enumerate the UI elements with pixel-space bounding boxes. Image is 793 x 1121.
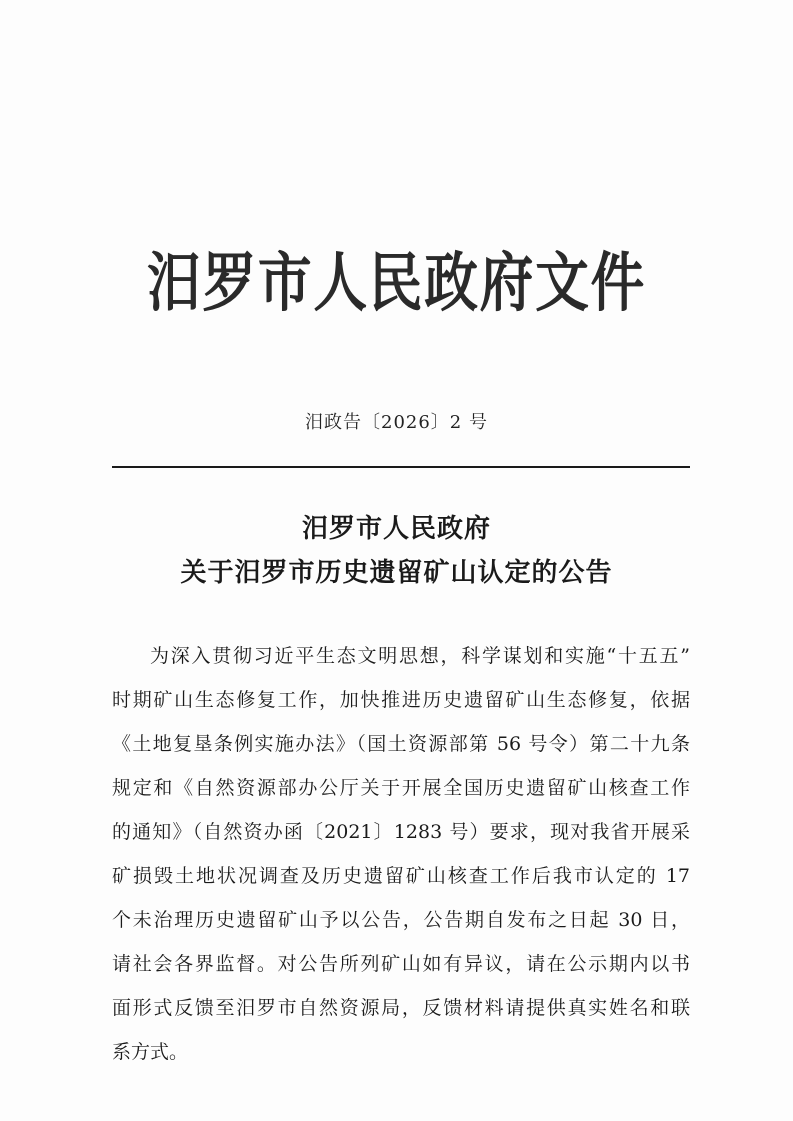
document-header-title: 汨罗市人民政府文件 [147, 246, 646, 321]
body-line: 的通知》（自然资办函〔2021〕1283 号）要求，现对我省开展采 [112, 821, 690, 843]
document-number: 汨政告〔2026〕2 号 [305, 412, 488, 433]
notice-title-line-1: 汨罗市人民政府 [301, 514, 491, 544]
body-line: 系方式。 [112, 1041, 189, 1063]
body-line: 时期矿山生态修复工作，加快推进历史遗留矿山生态修复，依据 [112, 689, 690, 711]
body-line: 为深入贯彻习近平生态文明思想，科学谋划和实施“十五五” [150, 645, 690, 667]
body-line: 个未治理历史遗留矿山予以公告，公告期自发布之日起 30 日， [112, 909, 690, 931]
notice-title-line-2: 关于汨罗市历史遗留矿山认定的公告 [180, 558, 613, 588]
body-line: 面形式反馈至汨罗市自然资源局，反馈材料请提供真实姓名和联 [112, 997, 690, 1019]
notice-body [112, 634, 690, 1074]
header-divider-line [112, 466, 690, 468]
body-line: 矿损毁土地状况调查及历史遗留矿山核查工作后我市认定的 17 [112, 865, 690, 887]
body-line: 规定和《自然资源部办公厅关于开展全国历史遗留矿山核查工作 [112, 777, 690, 799]
body-line: 请社会各界监督。对公告所列矿山如有异议，请在公示期内以书 [112, 953, 690, 975]
body-line: 《土地复垦条例实施办法》（国土资源部第 56 号令）第二十九条 [112, 733, 690, 755]
